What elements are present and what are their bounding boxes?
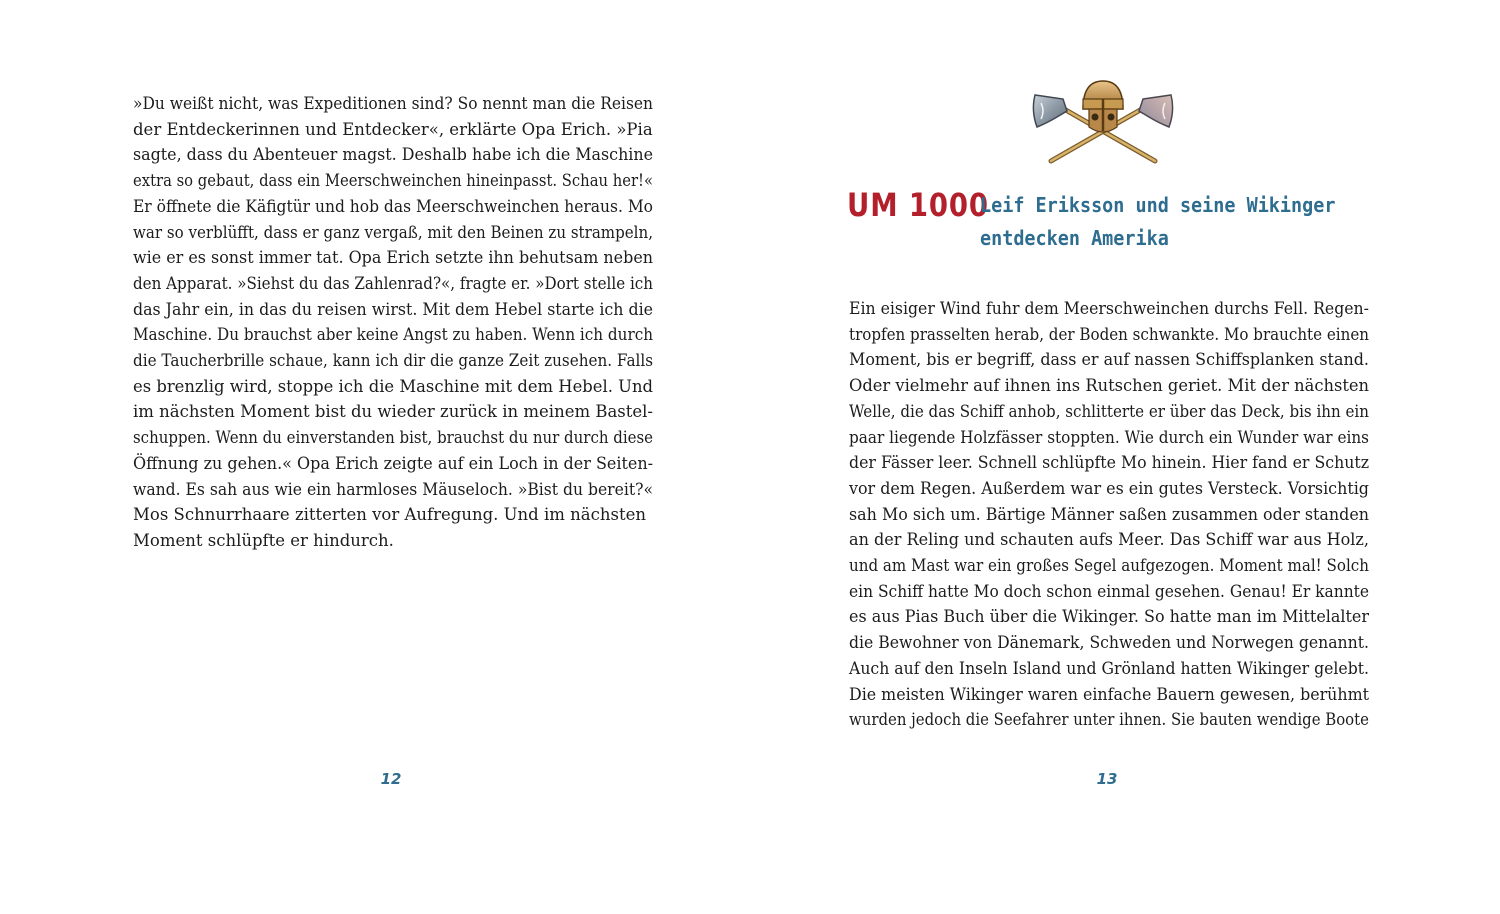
text-line: ein Schiff hatte Mo doch schon einmal gesehen. Genau! Er kannte xyxy=(849,581,1370,601)
text-line: »Du weißt nicht, was Expeditionen sind? So nennt man die Reisen xyxy=(133,94,653,113)
text-line: wie er es sonst immer tat. Opa Erich setzte ihn behutsam neben xyxy=(133,248,654,268)
text-line: Er öffnete die Käfigtür und hob das Meerschweinchen heraus. Mo xyxy=(133,196,654,216)
text-line: Oder vielmehr auf ihnen ins Rutschen geriet. Mit der nächsten xyxy=(849,376,1370,396)
text-line: Maschine. Du brauchst aber keine Angst zu haben. Wenn ich durch xyxy=(133,325,654,345)
text-line: die Bewohner von Dänemark, Schweden und Norwegen genannt. xyxy=(849,633,1369,653)
text-line: paar liegende Holzfässer stoppten. Wie durch ein Wunder war eins xyxy=(849,427,1370,447)
text-line: wand. Es sah aus wie ein harmloses Mäuseloch. »Bist du bereit?« xyxy=(133,479,654,499)
chapter-title-line: Leif Eriksson und seine Wikinger xyxy=(980,193,1336,217)
text-line: die Taucherbrille schaue, kann ich dir die ganze Zeit zusehen. Falls xyxy=(133,351,654,371)
text-line: es brenzlig wird, stoppe ich die Maschine mit dem Hebel. Und xyxy=(133,376,654,396)
left-body-text xyxy=(133,91,714,554)
text-line: sagte, dass du Abenteuer magst. Deshalb habe ich die Maschine xyxy=(133,145,654,165)
text-line: Moment schlüpfte er hindurch. xyxy=(133,530,394,550)
text-line: Die meisten Wikinger waren einfache Bauern gewesen, berühmt xyxy=(849,684,1369,704)
text-line: es aus Pias Buch über die Wikinger. So hatte man im Mittelalter xyxy=(849,607,1369,627)
right-page xyxy=(750,0,1500,914)
text-line: tropfen prasselten herab, der Boden schwankte. Mo brauchte einen xyxy=(849,324,1369,344)
text-line: den Apparat. »Siehst du das Zahlenrad?«, fragte er. »Dort stelle ich xyxy=(133,273,653,293)
text-line: der Entdeckerinnen und Entdecker«, erklärte Opa Erich. »Pia xyxy=(133,119,653,139)
text-line: im nächsten Moment bist du wieder zurück in meinem Bastel- xyxy=(133,402,653,422)
text-line: an der Reling und schauten aufs Meer. Das Schiff war aus Holz, xyxy=(849,530,1369,550)
text-line: Mos Schnurrhaare zitterten vor Aufregung. Und im nächsten xyxy=(133,505,646,525)
chapter-title xyxy=(980,189,1335,255)
text-line: schuppen. Wenn du einverstanden bist, brauchst du nur durch diese xyxy=(133,428,654,448)
chapter-year: UM 1000 xyxy=(847,186,989,224)
text-line: das Jahr ein, in das du reisen wirst. Mit dem Hebel starte ich die xyxy=(133,299,654,319)
text-line: Auch auf den Inseln Island und Grönland hatten Wikinger gelebt. xyxy=(849,658,1370,678)
text-line: sah Mo sich um. Bärtige Männer saßen zusammen oder standen xyxy=(849,504,1369,524)
page-number-right: 13 xyxy=(1096,770,1118,788)
text-line: extra so gebaut, dass ein Meerschweinchen hineinpasst. Schau her!« xyxy=(133,171,654,191)
text-line: und am Mast war ein großes Segel aufgezogen. Moment mal! Solch xyxy=(849,556,1369,576)
chapter-title-line: entdecken Amerika xyxy=(980,226,1169,250)
text-line: war so verblüfft, dass er ganz vergaß, mit den Beinen zu strampeln, xyxy=(133,222,653,242)
text-line: Moment, bis er begriff, dass er auf nassen Schiffsplanken stand. xyxy=(849,350,1369,370)
right-body-text xyxy=(849,296,1425,733)
text-line: vor dem Regen. Außerdem war es ein gutes Versteck. Vorsichtig xyxy=(849,478,1369,498)
text-line: Welle, die das Schiff anhob, schlitterte er über das Deck, bis ihn ein xyxy=(849,401,1369,421)
viking-helmet-crossed-axes-icon xyxy=(1027,75,1179,165)
text-line: der Fässer leer. Schnell schlüpfte Mo hinein. Hier fand er Schutz xyxy=(849,453,1370,473)
text-line: wurden jedoch die Seefahrer unter ihnen. Sie bauten wendige Boote xyxy=(849,710,1369,730)
text-line: Öffnung zu gehen.« Opa Erich zeigte auf ein Loch in der Seiten- xyxy=(133,453,654,473)
text-line: Ein eisiger Wind fuhr dem Meerschweinchen durchs Fell. Regen- xyxy=(849,299,1369,318)
page-number-left: 12 xyxy=(380,770,402,788)
